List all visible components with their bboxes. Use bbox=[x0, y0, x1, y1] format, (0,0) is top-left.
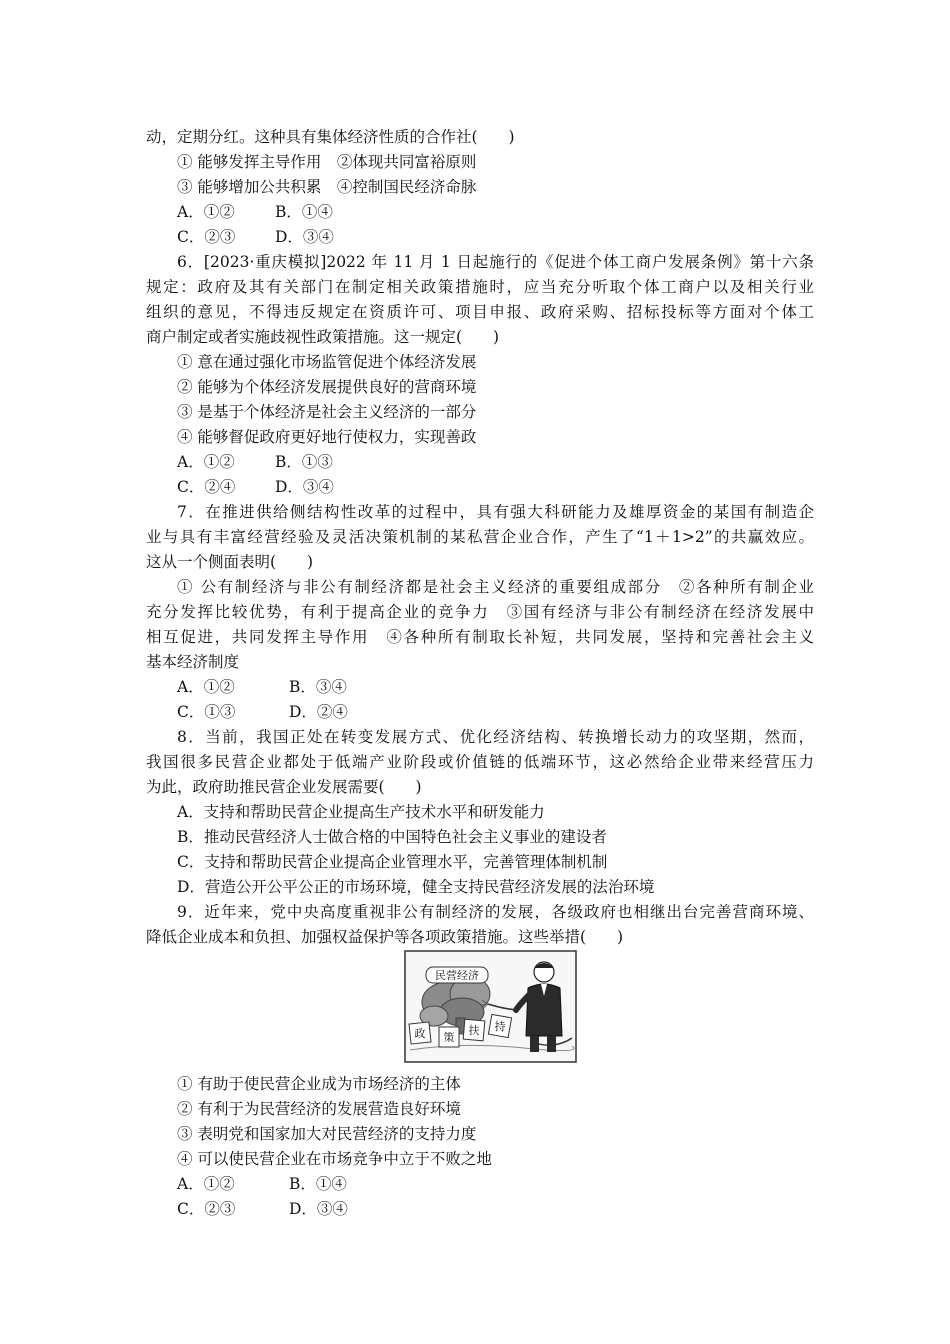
cartoon-box-4: 持 bbox=[494, 1020, 506, 1033]
q7-statements-line-2: 充分发挥比较优势，有利于提高企业的竞争力 ③国有经济与非公有制经济在经济发展中 bbox=[146, 603, 814, 621]
q6-statement-3: ③ 是基于个体经济是社会主义经济的一部分 bbox=[177, 403, 477, 421]
q8-stem-line-3: 为此，政府助推民营企业发展需要( ) bbox=[146, 778, 422, 796]
q6-option-d[interactable]: D．③④ bbox=[275, 478, 334, 496]
q7-stem-line-3: 这从一个侧面表明( ) bbox=[146, 553, 314, 571]
q9-statement-3: ③ 表明党和国家加大对民营经济的支持力度 bbox=[177, 1125, 477, 1143]
q6-option-a[interactable]: A．①② bbox=[177, 453, 235, 471]
q6-options-cd bbox=[177, 477, 814, 497]
cartoon-tree-label: 民营经济 bbox=[435, 969, 479, 982]
q7-options-cd bbox=[177, 702, 814, 722]
q8-option-d[interactable]: D．营造公开公平公正的市场环境，健全支持民营经济发展的法治环境 bbox=[177, 878, 655, 896]
q5-options-cd bbox=[177, 227, 814, 247]
q9-options-ab bbox=[177, 1174, 814, 1194]
q7-stem-line-2: 业与具有丰富经营经验及灵活决策机制的某私营企业合作，产生了“1＋1>2”的共赢效应。 bbox=[146, 528, 814, 546]
q7-options-ab bbox=[177, 677, 814, 697]
q5-option-b[interactable]: B．①④ bbox=[275, 203, 333, 221]
q5-stem-continuation: 动，定期分红。这种具有集体经济性质的合作社( ) bbox=[146, 128, 515, 146]
q8-option-c[interactable]: C．支持和帮助民营企业提高企业管理水平，完善管理体制机制 bbox=[177, 853, 608, 871]
q8-option-a[interactable]: A．支持和帮助民营企业提高生产技术水平和研发能力 bbox=[177, 803, 545, 821]
q6-statement-1: ① 意在通过强化市场监管促进个体经济发展 bbox=[177, 353, 477, 371]
q6-option-c[interactable]: C．②④ bbox=[177, 478, 236, 496]
q7-option-d[interactable]: D．②④ bbox=[289, 703, 348, 721]
q6-stem-line-2: 规定：政府及其有关部门在制定相关政策措施时，应当充分听取个体工商户以及相关行业 bbox=[146, 278, 814, 296]
q5-option-d[interactable]: D．③④ bbox=[275, 228, 334, 246]
q7-statements-line-3: 相互促进，共同发挥主导作用 ④各种所有制取长补短，共同发展，坚持和完善社会主义 bbox=[146, 628, 814, 646]
cartoon-box-1: 政 bbox=[414, 1027, 426, 1040]
cartoon-box-3: 扶 bbox=[468, 1024, 480, 1037]
q5-option-c[interactable]: C．②③ bbox=[177, 228, 236, 246]
q7-stem-line-1: 7．在推进供给侧结构性改革的过程中，具有强大科研能力及雄厚资金的某国有制造企 bbox=[177, 503, 814, 521]
q6-stem-line-4: 商户制定或者实施歧视性政策措施。这一规定( ) bbox=[146, 328, 500, 346]
q8-stem-line-1: 8．当前，我国正处在转变发展方式、优化经济结构、转换增长动力的攻坚期，然而， bbox=[177, 728, 814, 746]
q6-statement-2: ② 能够为个体经济发展提供良好的营商环境 bbox=[177, 378, 477, 396]
q9-statement-1: ① 有助于使民营企业成为市场经济的主体 bbox=[177, 1075, 461, 1093]
policy-support-cartoon bbox=[404, 950, 577, 1063]
q9-stem-line-2: 降低企业成本和负担、加强权益保护等各项政策措施。这些举措( ) bbox=[146, 928, 624, 946]
q7-statements-line-1: ① 公有制经济与非公有制经济都是社会主义经济的重要组成部分 ②各种所有制企业 bbox=[177, 578, 814, 596]
q5-statements-1-2: ① 能够发挥主导作用 ②体现共同富裕原则 bbox=[177, 153, 477, 171]
q5-option-a[interactable]: A．①② bbox=[177, 203, 235, 221]
q9-statement-2: ② 有利于为民营经济的发展营造良好环境 bbox=[177, 1100, 461, 1118]
q9-stem-line-1: 9．近年来，党中央高度重视非公有制经济的发展，各级政府也相继出台完善营商环境、 bbox=[177, 903, 814, 921]
q9-option-b[interactable]: B．①④ bbox=[289, 1175, 347, 1193]
q5-options-ab bbox=[177, 202, 814, 222]
q6-stem-line-3: 组织的意见，不得违反规定在资质许可、项目申报、政府采购、招标投标等方面对个体工 bbox=[146, 303, 814, 321]
q9-statement-4: ④ 可以使民营企业在市场竞争中立于不败之地 bbox=[177, 1150, 492, 1168]
q8-option-b[interactable]: B．推动民营经济人士做合格的中国特色社会主义事业的建设者 bbox=[177, 828, 607, 846]
q9-option-d[interactable]: D．③④ bbox=[289, 1200, 348, 1218]
q6-options-ab bbox=[177, 452, 814, 472]
q6-statement-4: ④ 能够督促政府更好地行使权力，实现善政 bbox=[177, 428, 477, 446]
q5-statements-3-4: ③ 能够增加公共积累 ④控制国民经济命脉 bbox=[177, 178, 477, 196]
q7-option-b[interactable]: B．③④ bbox=[289, 678, 347, 696]
q9-option-a[interactable]: A．①② bbox=[177, 1175, 235, 1193]
q7-option-c[interactable]: C．①③ bbox=[177, 703, 236, 721]
q7-statements-line-4: 基本经济制度 bbox=[146, 653, 240, 671]
cartoon-box-2: 策 bbox=[443, 1031, 455, 1044]
q9-option-c[interactable]: C．②③ bbox=[177, 1200, 236, 1218]
q6-stem-line-1: 6．[2023·重庆模拟]2022 年 11 月 1 日起施行的《促进个体工商户发展条例》第十六条 bbox=[177, 253, 814, 271]
q9-options-cd bbox=[177, 1199, 814, 1219]
q8-stem-line-2: 我国很多民营企业都处于低端产业阶段或价值链的低端环节，这必然给企业带来经营压力 bbox=[146, 753, 814, 771]
q7-option-a[interactable]: A．①② bbox=[177, 678, 235, 696]
q6-option-b[interactable]: B．①③ bbox=[275, 453, 333, 471]
